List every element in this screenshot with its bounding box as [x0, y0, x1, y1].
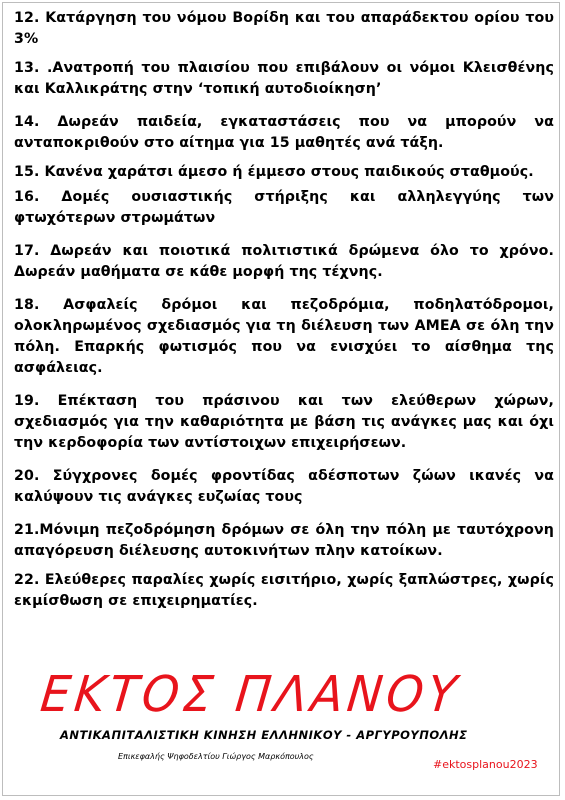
demand-item-22: 22. Ελεύθερες παραλίες χωρίς εισιτήριο, χωρίς ξαπλώστρες, χωρίς εκμίσθωση σε επιχειρηματίες.	[14, 572, 554, 609]
demand-item-20: 20. Σύγχρονες δομές φροντίδας αδέσποτων ζώων ικανές να καλύψουν τις ανάγκες ευζωίας τους	[14, 468, 554, 505]
logo-subtitle: ΑΝΤΙΚΑΠΙΤΑΛΙΣΤΙΚΗ ΚΙΝΗΣΗ ΕΛΛΗΝΙΚΟΥ - ΑΡΓΥΡΟΥΠΟΛΗΣ	[60, 728, 468, 742]
demand-item-21: 21.Μόνιμη πεζοδρόμηση δρόμων σε όλη την πόλη με ταυτόχρονη απαγόρευση διέλευσης αυτοκινήτων πλην κατοίκων.	[14, 522, 554, 559]
logo-title: ΕΚΤΟΣ ΠΛΑΝΟΥ	[37, 666, 464, 724]
demand-item-12: 12. Κατάργηση του νόμου Βορίδη και του απαράδεκτου ορίου του 3%	[14, 10, 554, 47]
demand-item-17: 17. Δωρεάν και ποιοτικά πολιτιστικά δρώμενα όλο το χρόνο. Δωρεάν μαθήματα σε κάθε μορφή της τέχνης.	[14, 243, 554, 280]
demand-item-13: 13. .Ανατροπή του πλαισίου που επιβάλουν οι νόμοι Κλεισθένης και Καλλικράτης στην ‘τοπική αυτοδιοίκηση’	[14, 60, 554, 97]
demand-item-16: 16. Δομές ουσιαστικής στήριξης και αλληλεγγύης των φτωχότερων στρωμάτων	[14, 189, 554, 226]
campaign-hashtag: #ektosplanou2023	[433, 758, 538, 771]
demand-item-15: 15. Κανένα χαράτσι άμεσο ή έμμεσο στους παιδικούς σταθμούς.	[14, 164, 534, 180]
demand-item-14: 14. Δωρεάν παιδεία, εγκαταστάσεις που να μπορούν να ανταποκριθούν στο αίτημα για 15 μαθητές ανά τάξη.	[14, 114, 554, 151]
list-leader-caption: Επικεφαλής Ψηφοδελτίου Γιώργος Μαρκόπουλος	[118, 752, 314, 761]
demand-item-19: 19. Επέκταση του πράσινου και των ελεύθερων χώρων, σχεδιασμός για την καθαριότητα με βάση τις ανάγκες μας και όχι την κερδοφορία των αντίστοιχων επιχειρήσεων.	[14, 393, 554, 451]
demands-list	[14, 8, 554, 612]
demand-item-18: 18. Ασφαλείς δρόμοι και πεζοδρόμια, ποδηλατόδρομοι, ολοκληρωμένος σχεδιασμός για τη διέλευση των ΑΜΕΑ σε όλη την πόλη. Επαρκής φωτισμός που να ενισχύει το αίσθημα της ασφάλειας.	[14, 297, 554, 376]
